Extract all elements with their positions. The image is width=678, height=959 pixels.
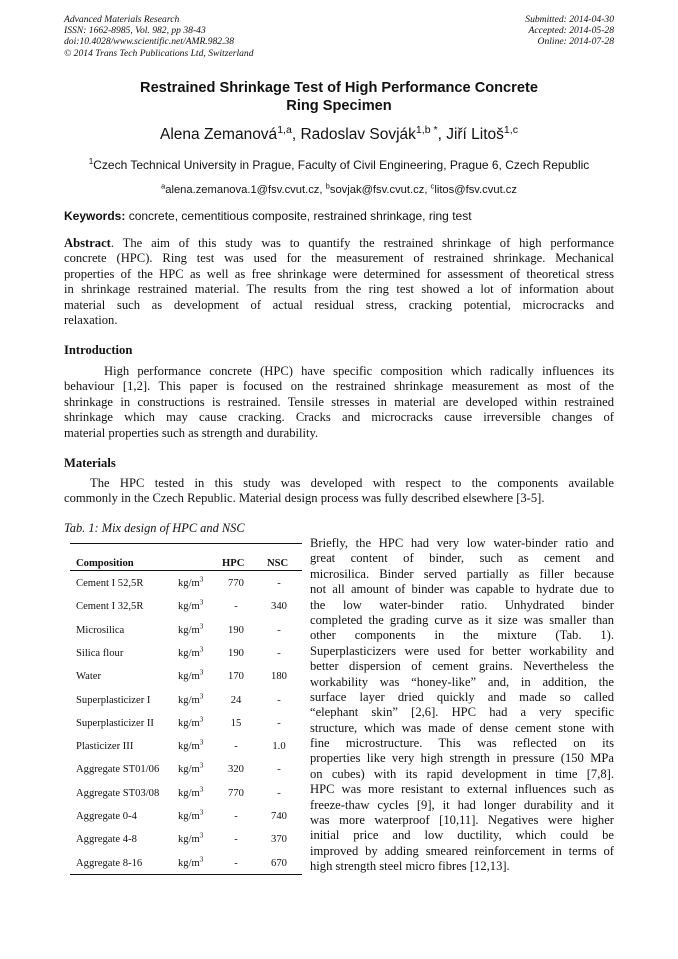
right-column-line: improved by adding smeared reinforcement in terms of (310, 843, 614, 858)
table-cell-composition: Superplasticizer II (76, 717, 154, 729)
table-cell-hpc: 170 (228, 671, 244, 683)
table-cell-hpc: - (234, 834, 238, 846)
right-column-line: great content of binder, such as cement and (310, 551, 614, 566)
right-column-line: initial price and low ductility, which could be (310, 828, 614, 843)
unit-superscript: 3 (199, 645, 204, 654)
table-cell-nsc: 340 (271, 601, 287, 613)
journal-info (64, 14, 254, 59)
author-affil-sup: 1,c (503, 123, 518, 136)
table-cell-nsc: - (277, 624, 281, 636)
publication-dates (525, 14, 614, 48)
intro-line: High performance concrete (HPC) have specific composition which radically influences its (104, 364, 614, 378)
email-link[interactable]: alena.zemanova.1@fsv.cvut.cz, (165, 184, 323, 196)
journal-name: Advanced Materials Research (64, 14, 180, 25)
section-heading-introduction: Introduction (64, 343, 133, 357)
table-cell-hpc: 770 (228, 787, 244, 799)
keywords-text: concrete, cementitious composite, restrained shrinkage, ring test (128, 209, 472, 223)
abstract-line: relaxation. (64, 312, 118, 327)
unit-superscript: 3 (199, 575, 204, 584)
table-cell-composition: Aggregate ST01/06 (76, 764, 160, 776)
right-column-line: better dispersion of cement grains. Nevertheless the (310, 659, 614, 674)
unit-superscript: 3 (199, 691, 204, 700)
abstract-line: in shrinkage restrained material. The results from the ring test showed a lot of information about (64, 282, 614, 297)
table-cell-composition: Aggregate 0-4 (76, 811, 137, 822)
table-header-hpc: HPC (222, 558, 245, 569)
table-cell-unit: $kg/m^3$ (178, 668, 204, 683)
table-header-nsc: NSC (267, 558, 289, 569)
materials-line: commonly in the Czech Republic. Material design process was fully described elsewhere [3-5]. (64, 491, 545, 506)
affiliation-text: Czech Technical University in Prague, Faculty of Civil Engineering, Prague 6, Czech Republic (93, 158, 590, 172)
table-top-rule (70, 543, 302, 544)
submitted-date: Submitted: 2014-04-30 (525, 14, 614, 25)
table-cell-nsc: - (277, 764, 281, 776)
unit-superscript: 3 (199, 622, 204, 631)
table-cell-composition: Superplasticizer I (76, 694, 151, 706)
table-header-rule (70, 570, 302, 571)
table-cell-composition: Cement I 52,5R (76, 578, 144, 589)
table-cell-unit: $kg/m^3$ (178, 598, 204, 613)
table-cell-composition: Silica flour (76, 647, 124, 659)
unit-superscript: 3 (199, 855, 204, 864)
right-column-line: microsilica. Binder served partially as filler because (310, 566, 614, 581)
abstract-line: concrete (HPC). Ring test was used for the measurement of restrained shrinkage. Mechanical (64, 251, 614, 266)
author-name: Alena Zemanová (160, 126, 278, 143)
right-column-line: properties like very high strength in pressure (150 MPa (310, 751, 614, 766)
journal-issn: ISSN: 1662-8985, Vol. 982, pp 38-43 (64, 25, 206, 37)
table-cell-hpc: - (234, 811, 238, 822)
right-column-line: “elephant skin” [2,6]. HPC had a very specific (310, 705, 614, 720)
right-column-line: the low water-binder ratio. Unhydrated binder (310, 597, 614, 612)
intro-line: shrinkage in constructions is restrained. Tensile stresses in material are developed within restrained (64, 394, 614, 409)
right-column-line: was more waterproof [10,11]. Negatives were higher (310, 813, 614, 828)
table-cell-composition: Aggregate 8-16 (76, 857, 143, 869)
table-header-composition: Composition (76, 558, 134, 569)
right-column-line: surface layer dried quickly and made so called (310, 689, 614, 704)
journal-doi: doi:10.4028/www.scientific.net/AMR.982.38 (64, 36, 235, 48)
right-column-line: fine microstructure. This was reflected on its (310, 736, 614, 751)
email-link[interactable]: litos@fsv.cvut.cz (434, 184, 517, 196)
materials-paragraph (64, 476, 614, 507)
unit-superscript: 3 (199, 598, 204, 607)
email-sup: c (430, 181, 435, 191)
title-line: Ring Specimen (286, 98, 392, 114)
table-cell-nsc: - (277, 578, 281, 589)
table-caption: Tab. 1: Mix design of HPC and NSC (64, 521, 245, 535)
table-cell-unit: $kg/m^3$ (178, 855, 204, 869)
table-cell-composition: Plasticizer III (76, 741, 134, 753)
unit-superscript: 3 (199, 668, 204, 677)
unit-superscript: 3 (199, 715, 204, 724)
table-cell-nsc: - (277, 717, 281, 729)
table-cell-unit: $kg/m^3$ (178, 808, 204, 822)
author-name: Radoslav Sovják (300, 126, 416, 143)
unit-superscript: 3 (199, 785, 204, 794)
unit-superscript: 3 (199, 808, 204, 817)
table-cell-composition: Cement I 32,5R (76, 601, 144, 613)
table-cell-hpc: 190 (228, 624, 244, 636)
table-cell-unit: $kg/m^3$ (178, 761, 204, 776)
affiliation (64, 158, 614, 173)
table-cell-unit: $kg/m^3$ (178, 785, 204, 799)
table-bottom-rule (70, 874, 302, 875)
right-column-line: freeze-thaw cycles [9], it had longer durability and it (310, 797, 614, 812)
accepted-date: Accepted: 2014-05-28 (528, 25, 614, 37)
table-cell-nsc: - (277, 787, 281, 799)
keywords-label: Keywords: (64, 209, 126, 223)
table-cell-hpc: 24 (230, 694, 242, 706)
abstract (64, 236, 614, 328)
abstract-line: properties of the HPC as well as free shrinkage were determined for assessment of theoretical stress (64, 266, 614, 281)
table-cell-unit: $kg/m^3$ (178, 575, 204, 589)
intro-line: shrinkage which may cause cracking. Cracks and microcracks cause irreversible changes of (64, 410, 614, 425)
intro-line: material properties such as strength and durability. (64, 425, 319, 440)
table-cell-nsc: 740 (271, 811, 287, 822)
right-column-line: workability was “honey-like” and, in addition, the (310, 674, 614, 689)
table-cell-nsc: - (277, 694, 281, 706)
unit-superscript: 3 (199, 738, 204, 747)
table-cell-unit: $kg/m^3$ (178, 691, 204, 706)
table-cell-unit: $kg/m^3$ (178, 738, 204, 753)
table-cell-unit: $kg/m^3$ (178, 622, 204, 636)
table-cell-composition: Water (76, 671, 102, 683)
table-cell-nsc: 670 (271, 857, 287, 869)
right-column-line: on cubes) with its rapid development in time [7,8]. (310, 766, 614, 781)
table-cell-hpc: - (234, 601, 238, 613)
online-date: Online: 2014-07-28 (537, 36, 614, 48)
table-cell-composition: Microsilica (76, 624, 125, 636)
author-affil-sup: 1,b * (415, 123, 438, 136)
table-cell-hpc: 190 (228, 647, 244, 659)
title-line: Restrained Shrinkage Test of High Performance Concrete (140, 80, 538, 96)
unit-superscript: 3 (199, 831, 204, 840)
introduction-paragraph (64, 364, 614, 441)
abstract-text: . The aim of this study was to quantify the restrained shrinkage of high performance (110, 236, 614, 250)
table-cell-hpc: - (234, 741, 238, 753)
materials-line: The HPC tested in this study was developed with respect to the components available (90, 476, 614, 490)
right-column-line: high strength steel micro fibres [12,13]. (310, 859, 510, 874)
table-cell-hpc: - (234, 857, 238, 869)
table-cell-composition: Aggregate 4-8 (76, 834, 137, 846)
table-cell-nsc: 1.0 (272, 741, 286, 753)
right-column-line: structure, which was made of dense cement stone with (310, 720, 614, 735)
author-emails (64, 183, 614, 197)
affiliation-sup: 1 (88, 157, 94, 166)
author-name: Jiří Litoš (446, 126, 504, 143)
email-sup: b (325, 181, 330, 191)
table-cell-composition: Aggregate ST03/08 (76, 787, 160, 799)
section-heading-materials: Materials (64, 456, 116, 470)
paper-title (64, 79, 614, 115)
keywords (64, 209, 614, 224)
table-cell-hpc: 15 (230, 717, 242, 729)
abstract-line (64, 236, 614, 251)
table-cell-nsc: - (277, 647, 281, 659)
author-list: Alena Zemanová$^{1,a}$, Radoslav Sovják$^{1,b *}$, Jiří Litoš$^{1,c}$ (160, 123, 518, 143)
table-cell-hpc: 320 (228, 764, 244, 776)
right-column-line: other components in the mixture (Tab. 1). (310, 628, 614, 643)
table-cell-unit: $kg/m^3$ (178, 645, 204, 659)
author-affil-sup: 1,a (277, 123, 292, 136)
right-column-line: Superplasticizers were used for better workability and (310, 643, 614, 658)
right-column-line: not all amount of binder was capable to hydrate due to (310, 582, 614, 597)
right-column-line: completed the grading curve as it size was smaller than (310, 612, 614, 627)
email-sup: a (161, 181, 166, 191)
abstract-line: material such as development of actual residual stress, cracking potential, microcracks and (64, 297, 614, 312)
table-cell-unit: $kg/m^3$ (178, 715, 204, 729)
right-column-line: Briefly, the HPC had very low water-binder ratio and (310, 536, 614, 550)
intro-line: behaviour [1,2]. This paper is focused on the restrained shrinkage measurement as most of the (64, 379, 614, 394)
unit-superscript: 3 (199, 761, 204, 770)
email-link[interactable]: sovjak@fsv.cvut.cz, (329, 184, 428, 196)
abstract-label: Abstract (64, 236, 111, 250)
table-cell-hpc: 770 (228, 578, 244, 589)
table-cell-unit: $kg/m^3$ (178, 831, 204, 846)
journal-copyright: © 2014 Trans Tech Publications Ltd, Switzerland (64, 47, 254, 59)
right-column-paragraph (310, 536, 614, 875)
table-cell-nsc: 180 (271, 671, 287, 683)
table-cell-nsc: 370 (271, 834, 287, 846)
right-column-line: HPC was more resistant to external influences such as (310, 782, 614, 797)
